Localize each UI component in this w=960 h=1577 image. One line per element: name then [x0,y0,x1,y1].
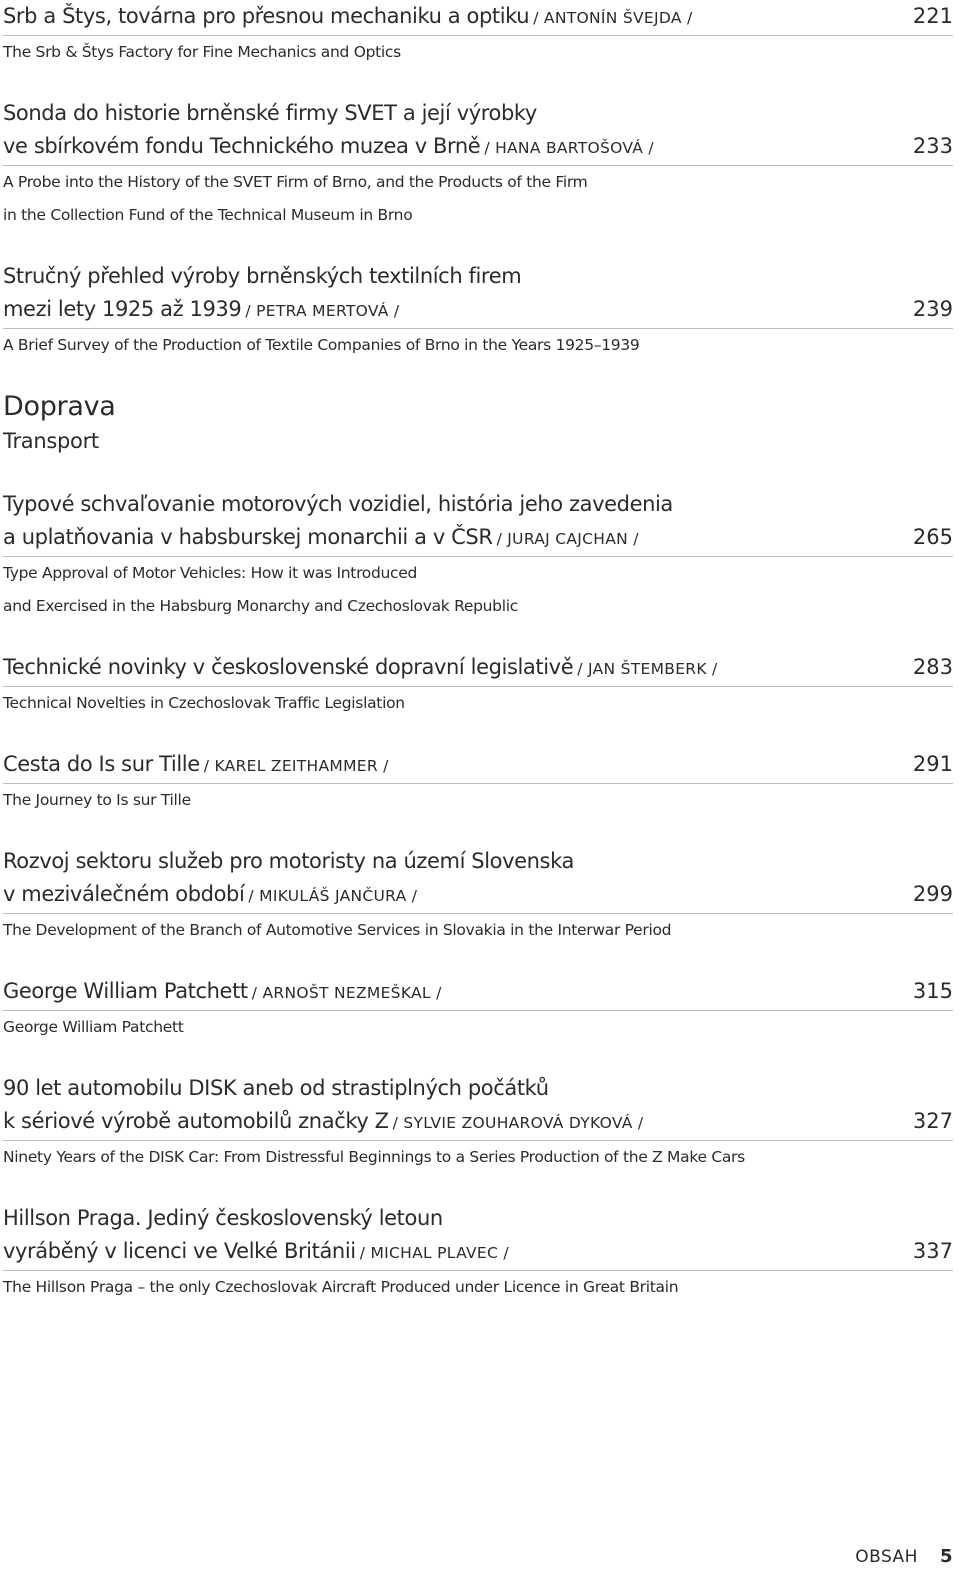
entry-english-title: Type Approval of Motor Vehicles: How it was Introduced [3,564,418,582]
entry-title-group [3,975,442,1010]
entry-title-group [3,1105,643,1140]
entry-author: / ARNOŠT NEZMEŠKAL / [251,984,442,1002]
entry-english-title: The Hillson Praga – the only Czechoslovak Aircraft Produced under Licence in Great Britain [3,1278,679,1296]
entry-author: / JURAJ CAJCHAN / [496,530,639,548]
entry-title-group [3,293,399,328]
entry-author: / MICHAL PLAVEC / [359,1244,509,1262]
entry-title-line: Stručný přehled výroby brněnských textilních firem [3,264,522,288]
entry-author: / PETRA MERTOVÁ / [245,302,400,320]
toc-entry [3,97,953,232]
entry-title-group [3,651,718,686]
entry-title-line: ve sbírkovém fondu Technického muzea v Brně [3,134,481,158]
entry-title-line: mezi lety 1925 až 1939 [3,297,242,321]
entry-page-number: 327 [912,1109,953,1133]
section-title: Doprava [3,391,116,422]
entry-heading-row [3,0,953,36]
toc-entry [3,748,953,817]
entry-page-number: 221 [912,4,953,28]
toc-entry [3,0,953,69]
footer-page-number: 5 [939,1546,953,1567]
page-footer [855,1546,953,1567]
section-subtitle: Transport [3,429,99,453]
entry-title-line: Technické novinky v československé dopravní legislativě [3,655,574,679]
entry-title-group [3,878,417,913]
entry-english-title: The Development of the Branch of Automotive Services in Slovakia in the Interwar Period [3,921,672,939]
entry-title-line: Rozvoj sektoru služeb pro motoristy na území Slovenska [3,849,574,873]
entry-title-line: a uplatňovania v habsburskej monarchii a v ČSR [3,525,493,549]
entry-author: / MIKULÁŠ JANČURA / [248,887,418,905]
toc-entry [3,1072,953,1174]
entry-heading-row [3,521,953,557]
entry-heading-row [3,1235,953,1271]
entry-heading-row [3,130,953,166]
entry-title-group [3,0,693,35]
toc-entry [3,260,953,362]
entry-title-line: Sonda do historie brněnské firmy SVET a její výrobky [3,101,537,125]
entry-title-line: Cesta do Is sur Tille [3,752,200,776]
entry-title-line: k sériové výrobě automobilů značky Z [3,1109,389,1133]
entry-heading-row [3,878,953,914]
entry-title-group [3,1235,509,1270]
toc-section-heading [3,390,953,458]
entry-page-number: 233 [912,134,953,158]
entry-english-title: A Brief Survey of the Production of Textile Companies of Brno in the Years 1925–1939 [3,336,640,354]
entry-author: / HANA BARTOŠOVÁ / [484,139,654,157]
entry-title-line: Hillson Praga. Jediný československý letoun [3,1206,443,1230]
entry-title-line: George William Patchett [3,979,248,1003]
entry-page-number: 337 [912,1239,953,1263]
entry-english-title: Ninety Years of the DISK Car: From Distressful Beginnings to a Series Production of the Z Make Cars [3,1148,745,1166]
entry-title-group [3,130,654,165]
entry-author: / SYLVIE ZOUHAROVÁ DYKOVÁ / [392,1114,644,1132]
entry-author: / ANTONÍN ŠVEJDA / [533,9,693,27]
toc-entry [3,1202,953,1304]
entry-title-line: vyráběný v licenci ve Velké Británii [3,1239,356,1263]
entry-english-title: A Probe into the History of the SVET Firm of Brno, and the Products of the Firm [3,173,588,191]
entry-english-title: The Journey to Is sur Tille [3,791,191,809]
entry-title-line: 90 let automobilu DISK aneb od strastiplných počátků [3,1076,549,1100]
entry-title-group [3,521,639,556]
entry-heading-row [3,975,953,1011]
footer-label: OBSAH [855,1547,918,1567]
entry-page-number: 315 [912,979,953,1003]
entry-title-line: Typové schvaľovanie motorových vozidiel, história jeho zavedenia [3,492,673,516]
toc-entry [3,651,953,720]
entry-page-number: 299 [912,882,953,906]
entry-heading-row [3,748,953,784]
toc-entries-group [3,488,953,1304]
entry-author: / KAREL ZEITHAMMER / [203,757,389,775]
entry-english-title: George William Patchett [3,1018,184,1036]
entry-page-number: 265 [912,525,953,549]
entry-heading-row [3,651,953,687]
entry-english-title: in the Collection Fund of the Technical Museum in Brno [3,206,413,224]
table-of-contents [3,0,953,1332]
toc-entries-group [3,0,953,362]
toc-entry [3,975,953,1044]
entry-english-title: The Srb & Štys Factory for Fine Mechanics and Optics [3,43,401,61]
toc-entry [3,488,953,623]
entry-heading-row [3,293,953,329]
entry-english-title: Technical Novelties in Czechoslovak Traffic Legislation [3,694,405,712]
toc-entry [3,845,953,947]
entry-page-number: 239 [912,297,953,321]
entry-page-number: 291 [912,752,953,776]
entry-english-title: and Exercised in the Habsburg Monarchy and Czechoslovak Republic [3,597,518,615]
entry-heading-row [3,1105,953,1141]
entry-title-line: Srb a Štys, továrna pro přesnou mechaniku a optiku [3,4,530,28]
entry-author: / JAN ŠTEMBERK / [577,660,718,678]
entry-title-line: v meziválečném období [3,882,245,906]
entry-page-number: 283 [912,655,953,679]
entry-title-group [3,748,389,783]
